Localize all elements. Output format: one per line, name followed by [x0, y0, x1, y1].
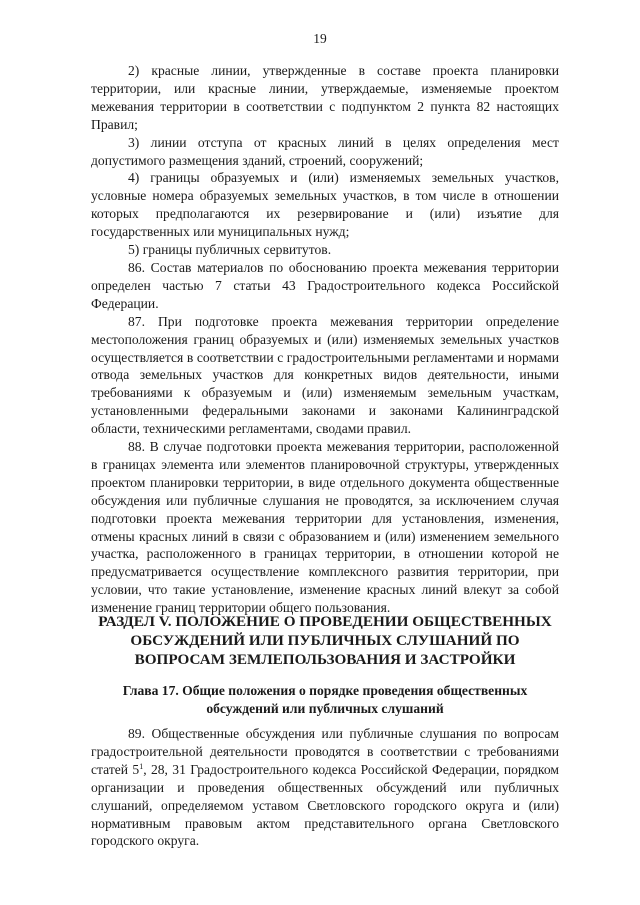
section-title: РАЗДЕЛ V. ПОЛОЖЕНИЕ О ПРОВЕДЕНИИ ОБЩЕСТВЕННЫХ ОБСУЖДЕНИЙ ИЛИ ПУБЛИЧНЫХ СЛУШАНИЙ ПО ВОПРОСАМ ЗЕМЛЕПОЛЬЗОВАНИЯ И ЗАСТРОЙКИ [98, 613, 552, 668]
list-item-plot-boundaries: 4) границы образуемых и (или) изменяемых земельных участков, условные номера образуемых земельных участков, в том числе в отношении которых предполагаются их резервирование и (или) изъятие для государственных или муниципальных нужд; [91, 170, 559, 240]
footnote-superscript: 1 [139, 761, 144, 771]
list-item-servitudes: 5) границы публичных сервитутов. [128, 242, 332, 258]
list-item-setback-lines: 3) линии отступа от красных линий в целях определения мест допустимого размещения зданий, строений, сооружений; [91, 134, 559, 168]
chapter-title: Глава 17. Общие положения о порядке проведения общественных обсуждений или публичных слушаний [122, 683, 528, 716]
paragraph-89-end: , 28, 31 Градостроительного кодекса Российской Федерации, порядком организации и проведения общественных обсуждений или публичных слушаний, определяемом уставом Светловского городского округа и (или) нормативным правовым актом представительного органа Светловского городского округа. [91, 761, 559, 849]
paragraph-89-start: 89. Общественные обсуждения или публичные слушания по вопросам градостроительной деятельности проводятся в соответствии с требованиями статей 5 [91, 726, 559, 777]
document-body-continued [91, 725, 559, 850]
paragraph-89 [91, 725, 559, 850]
document-body [91, 62, 559, 617]
paragraph-86: 86. Состав материалов по обоснованию проекта межевания территории определен частью 7 статьи 43 Градостроительного кодекса Российской Федерации. [91, 259, 559, 311]
paragraph-88: 88. В случае подготовки проекта межевания территории, расположенной в границах элемента или элементов планировочной структуры, утвержденных проектом планировки территории, в виде отдельного документа общественные обсуждения или публичные слушания не проводятся, за исключением случая подготовки проекта межевания территории для установления, изменения, отмены красных линий в связи с образованием и (или) изменением земельного участка, расположенного в границах территории, в отношении которой не предусматривается осуществление комплексного развития территории, при условии, что такие установление, изменение красных линий влекут за собой изменение границ территории общего пользования. [91, 439, 559, 616]
paragraph-87: 87. При подготовке проекта межевания территории определение местоположения границ образуемых и (или) изменяемых земельных участков осуществляется в соответствии с градостроительными регламентами и нормами отвода земельных участков для конкретных видов деятельности, иными требованиями к образуемым и (или) изменяемым земельным участкам, установленными федеральными законами и законами Калининградской области, техническими регламентами, сводами правил. [91, 313, 559, 437]
page-number: 19 [313, 31, 327, 46]
list-item-red-lines: 2) красные линии, утвержденные в составе проекта планировки территории, или красные линии, утверждаемые, изменяемые проектом межевания территории в соответствии с подпунктом 2 пункта 82 настоящих Правил; [91, 63, 559, 132]
